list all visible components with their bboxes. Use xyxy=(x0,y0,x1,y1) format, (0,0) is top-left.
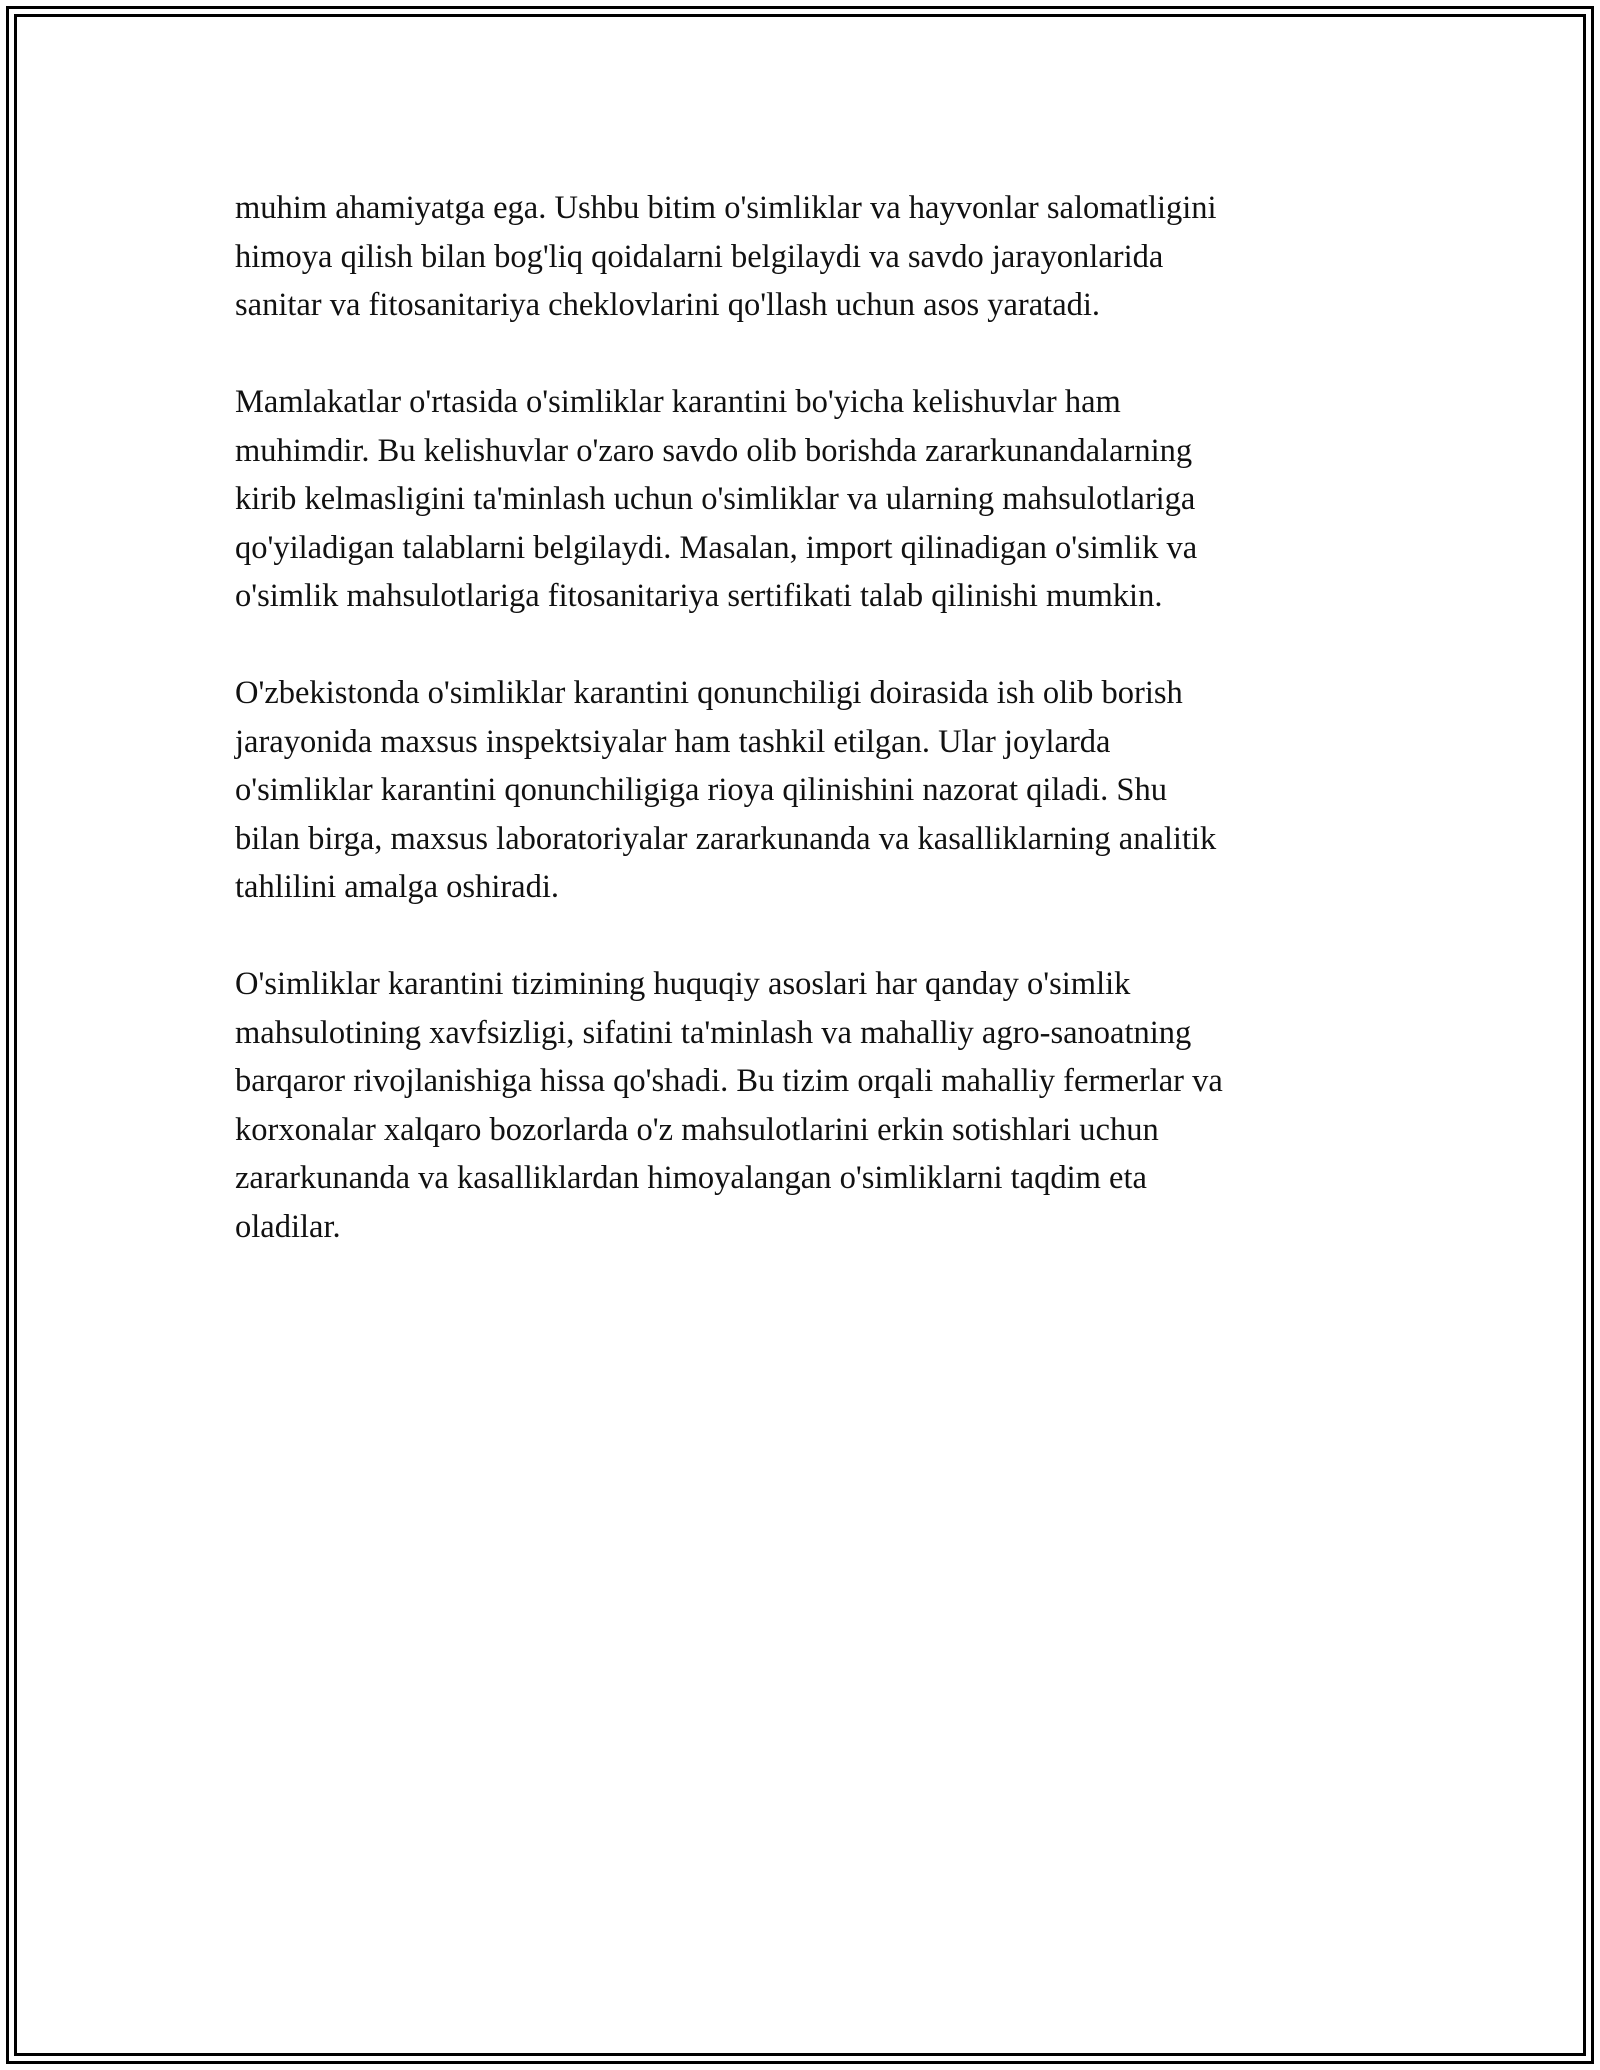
paragraph-3: O'zbekistonda o'simliklar karantini qonunchiligi doirasida ish olib borish jarayonida maxsus inspektsiyalar ham tashkil etilgan. Ular joylarda o'simliklar karantini qonunchiligiga rioya qilinishini nazorat qiladi. Shu bilan birga, maxsus laboratoriyalar zararkunanda va kasalliklarning analitik tahlilini amalga oshiradi. xyxy=(235,675,1217,905)
document-body xyxy=(235,184,1375,1300)
paragraph-4: O'simliklar karantini tizimining huquqiy asoslari har qanday o'simlik mahsulotining xavfsizligi, sifatini ta'minlash va mahalliy agro-sanoatning barqaror rivojlanishiga hissa qo'shadi. Bu tizim orqali mahalliy fermerlar va korxonalar xalqaro bozorlarda o'z mahsulotlarini erkin sotishlari uchun zararkunanda va kasalliklardan himoyalangan o'simliklarni taqdim eta oladilar. xyxy=(235,966,1223,1245)
paragraph-1: muhim ahamiyatga ega. Ushbu bitim o'simliklar va hayvonlar salomatligini himoya qilish bilan bog'liq qoidalarni belgilaydi va savdo jarayonlarida sanitar va fitosanitariya cheklovlarini qo'llash uchun asos yaratadi. xyxy=(235,190,1217,323)
paragraph-2: Mamlakatlar o'rtasida o'simliklar karantini bo'yicha kelishuvlar ham muhimdir. Bu kelishuvlar o'zaro savdo olib borishda zararkunandalarning kirib kelmasligini ta'minlash uchun o'simliklar va ularning mahsulotlariga qo'yiladigan talablarni belgilaydi. Masalan, import qilinadigan o'simlik va o'simlik mahsulotlariga fitosanitariya sertifikati talab qilinishi mumkin. xyxy=(235,384,1198,614)
